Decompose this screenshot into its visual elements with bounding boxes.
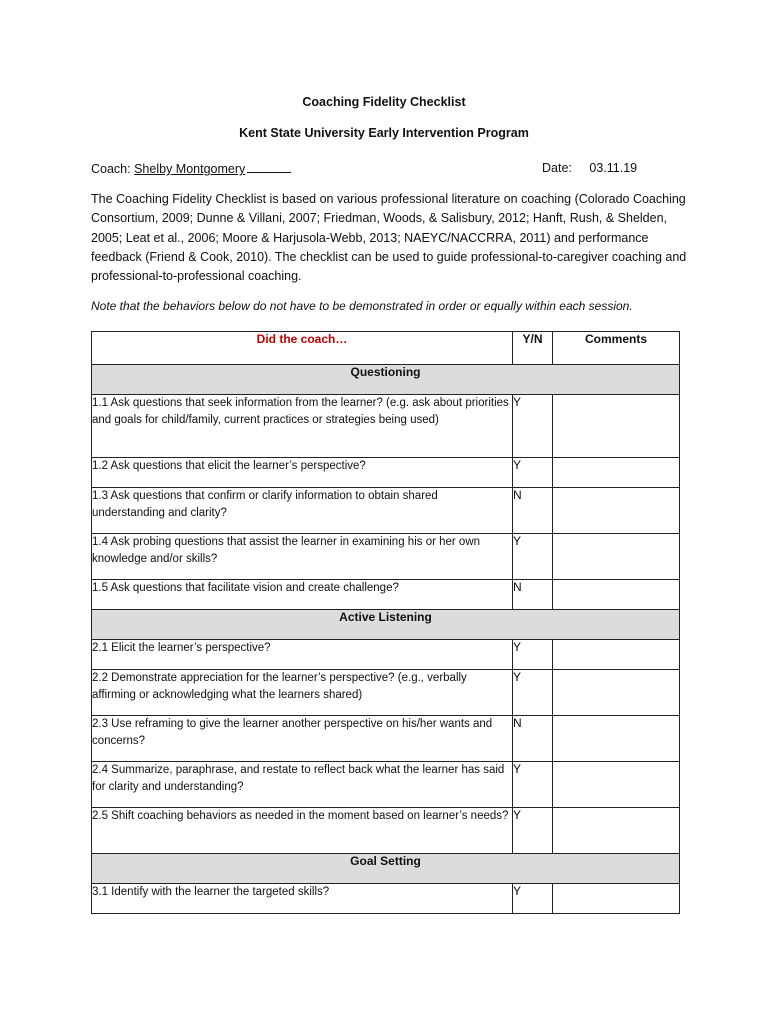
question-cell: 1.4 Ask probing questions that assist the learner in examining his or her own knowledge and/or skills? [92,534,513,580]
document-subtitle: Kent State University Early Intervention Program [239,126,529,140]
answer-cell[interactable]: N [513,580,553,610]
coach-field [91,161,291,176]
date-field [542,161,637,175]
note-text: Note that the behaviors below do not have to be demonstrated in order or equally within each session. [91,299,633,313]
answer-cell[interactable]: Y [513,808,553,854]
table-row [92,640,680,670]
question-cell: 1.1 Ask questions that seek information from the learner? (e.g. ask about priorities and goals for child/family, current practices or strategies being used) [92,395,513,458]
comment-cell[interactable] [553,808,680,854]
question-cell: 2.4 Summarize, paraphrase, and restate to reflect back what the learner has said for clarity and understanding? [92,762,513,808]
header-yn: Y/N [513,332,553,365]
table-row [92,534,680,580]
comment-cell[interactable] [553,534,680,580]
answer-cell[interactable]: Y [513,762,553,808]
section-title: Goal Setting [92,854,680,884]
question-cell: 1.3 Ask questions that confirm or clarify information to obtain shared understanding and clarity? [92,488,513,534]
table-row [92,395,680,458]
fidelity-table [91,331,680,914]
section-row-goal-setting [92,854,680,884]
table-header-row [92,332,680,365]
question-cell: 1.5 Ask questions that facilitate vision and create challenge? [92,580,513,610]
comment-cell[interactable] [553,488,680,534]
answer-cell[interactable]: Y [513,884,553,914]
comment-cell[interactable] [553,670,680,716]
answer-cell[interactable]: Y [513,534,553,580]
section-row-active-listening [92,610,680,640]
table-row [92,580,680,610]
question-cell: 2.2 Demonstrate appreciation for the learner’s perspective? (e.g., verbally affirming or acknowledging what the learners shared) [92,670,513,716]
question-cell: 3.1 Identify with the learner the targeted skills? [92,884,513,914]
comment-cell[interactable] [553,640,680,670]
comment-cell[interactable] [553,458,680,488]
answer-cell[interactable]: N [513,488,553,534]
question-cell: 1.2 Ask questions that elicit the learner’s perspective? [92,458,513,488]
table-row [92,458,680,488]
answer-cell[interactable]: Y [513,395,553,458]
coach-label: Coach: [91,162,131,176]
table-row [92,670,680,716]
question-cell: 2.1 Elicit the learner’s perspective? [92,640,513,670]
section-title: Questioning [92,365,680,395]
table-row [92,716,680,762]
header-question: Did the coach… [92,332,513,365]
coach-name: Shelby Montgomery [134,162,246,176]
answer-cell[interactable]: Y [513,640,553,670]
comment-cell[interactable] [553,580,680,610]
section-title: Active Listening [92,610,680,640]
coach-underline [247,161,291,173]
header-comments: Comments [553,332,680,365]
comment-cell[interactable] [553,395,680,458]
table-row [92,762,680,808]
comment-cell[interactable] [553,884,680,914]
comment-cell[interactable] [553,762,680,808]
answer-cell[interactable]: Y [513,458,553,488]
date-label: Date: [542,161,572,175]
document-title: Coaching Fidelity Checklist [302,95,466,109]
date-value: 03.11.19 [589,161,638,175]
intro-paragraph: The Coaching Fidelity Checklist is based on various professional literature on coaching (Colorado Coaching Consortium, 2009; Dunne & Villani, 2007; Friedman, Woods, & Salisbury, 2012; Hanft, Rush, & Shelden, 2005; Leat et al., 2006; Moore & Harjusola-Webb, 2013; NAEYC/NACCRRA, 2011) and performance feedback (Friend & Cook, 2010). The checklist can be used to guide professional-to-caregiver coaching and professional-to-professional coaching. [91,192,687,284]
table-row [92,808,680,854]
answer-cell[interactable]: N [513,716,553,762]
answer-cell[interactable]: Y [513,670,553,716]
question-cell: 2.5 Shift coaching behaviors as needed in the moment based on learner’s needs? [92,808,513,854]
section-row-questioning [92,365,680,395]
table-row [92,884,680,914]
table-row [92,488,680,534]
comment-cell[interactable] [553,716,680,762]
question-cell: 2.3 Use reframing to give the learner another perspective on his/her wants and concerns? [92,716,513,762]
